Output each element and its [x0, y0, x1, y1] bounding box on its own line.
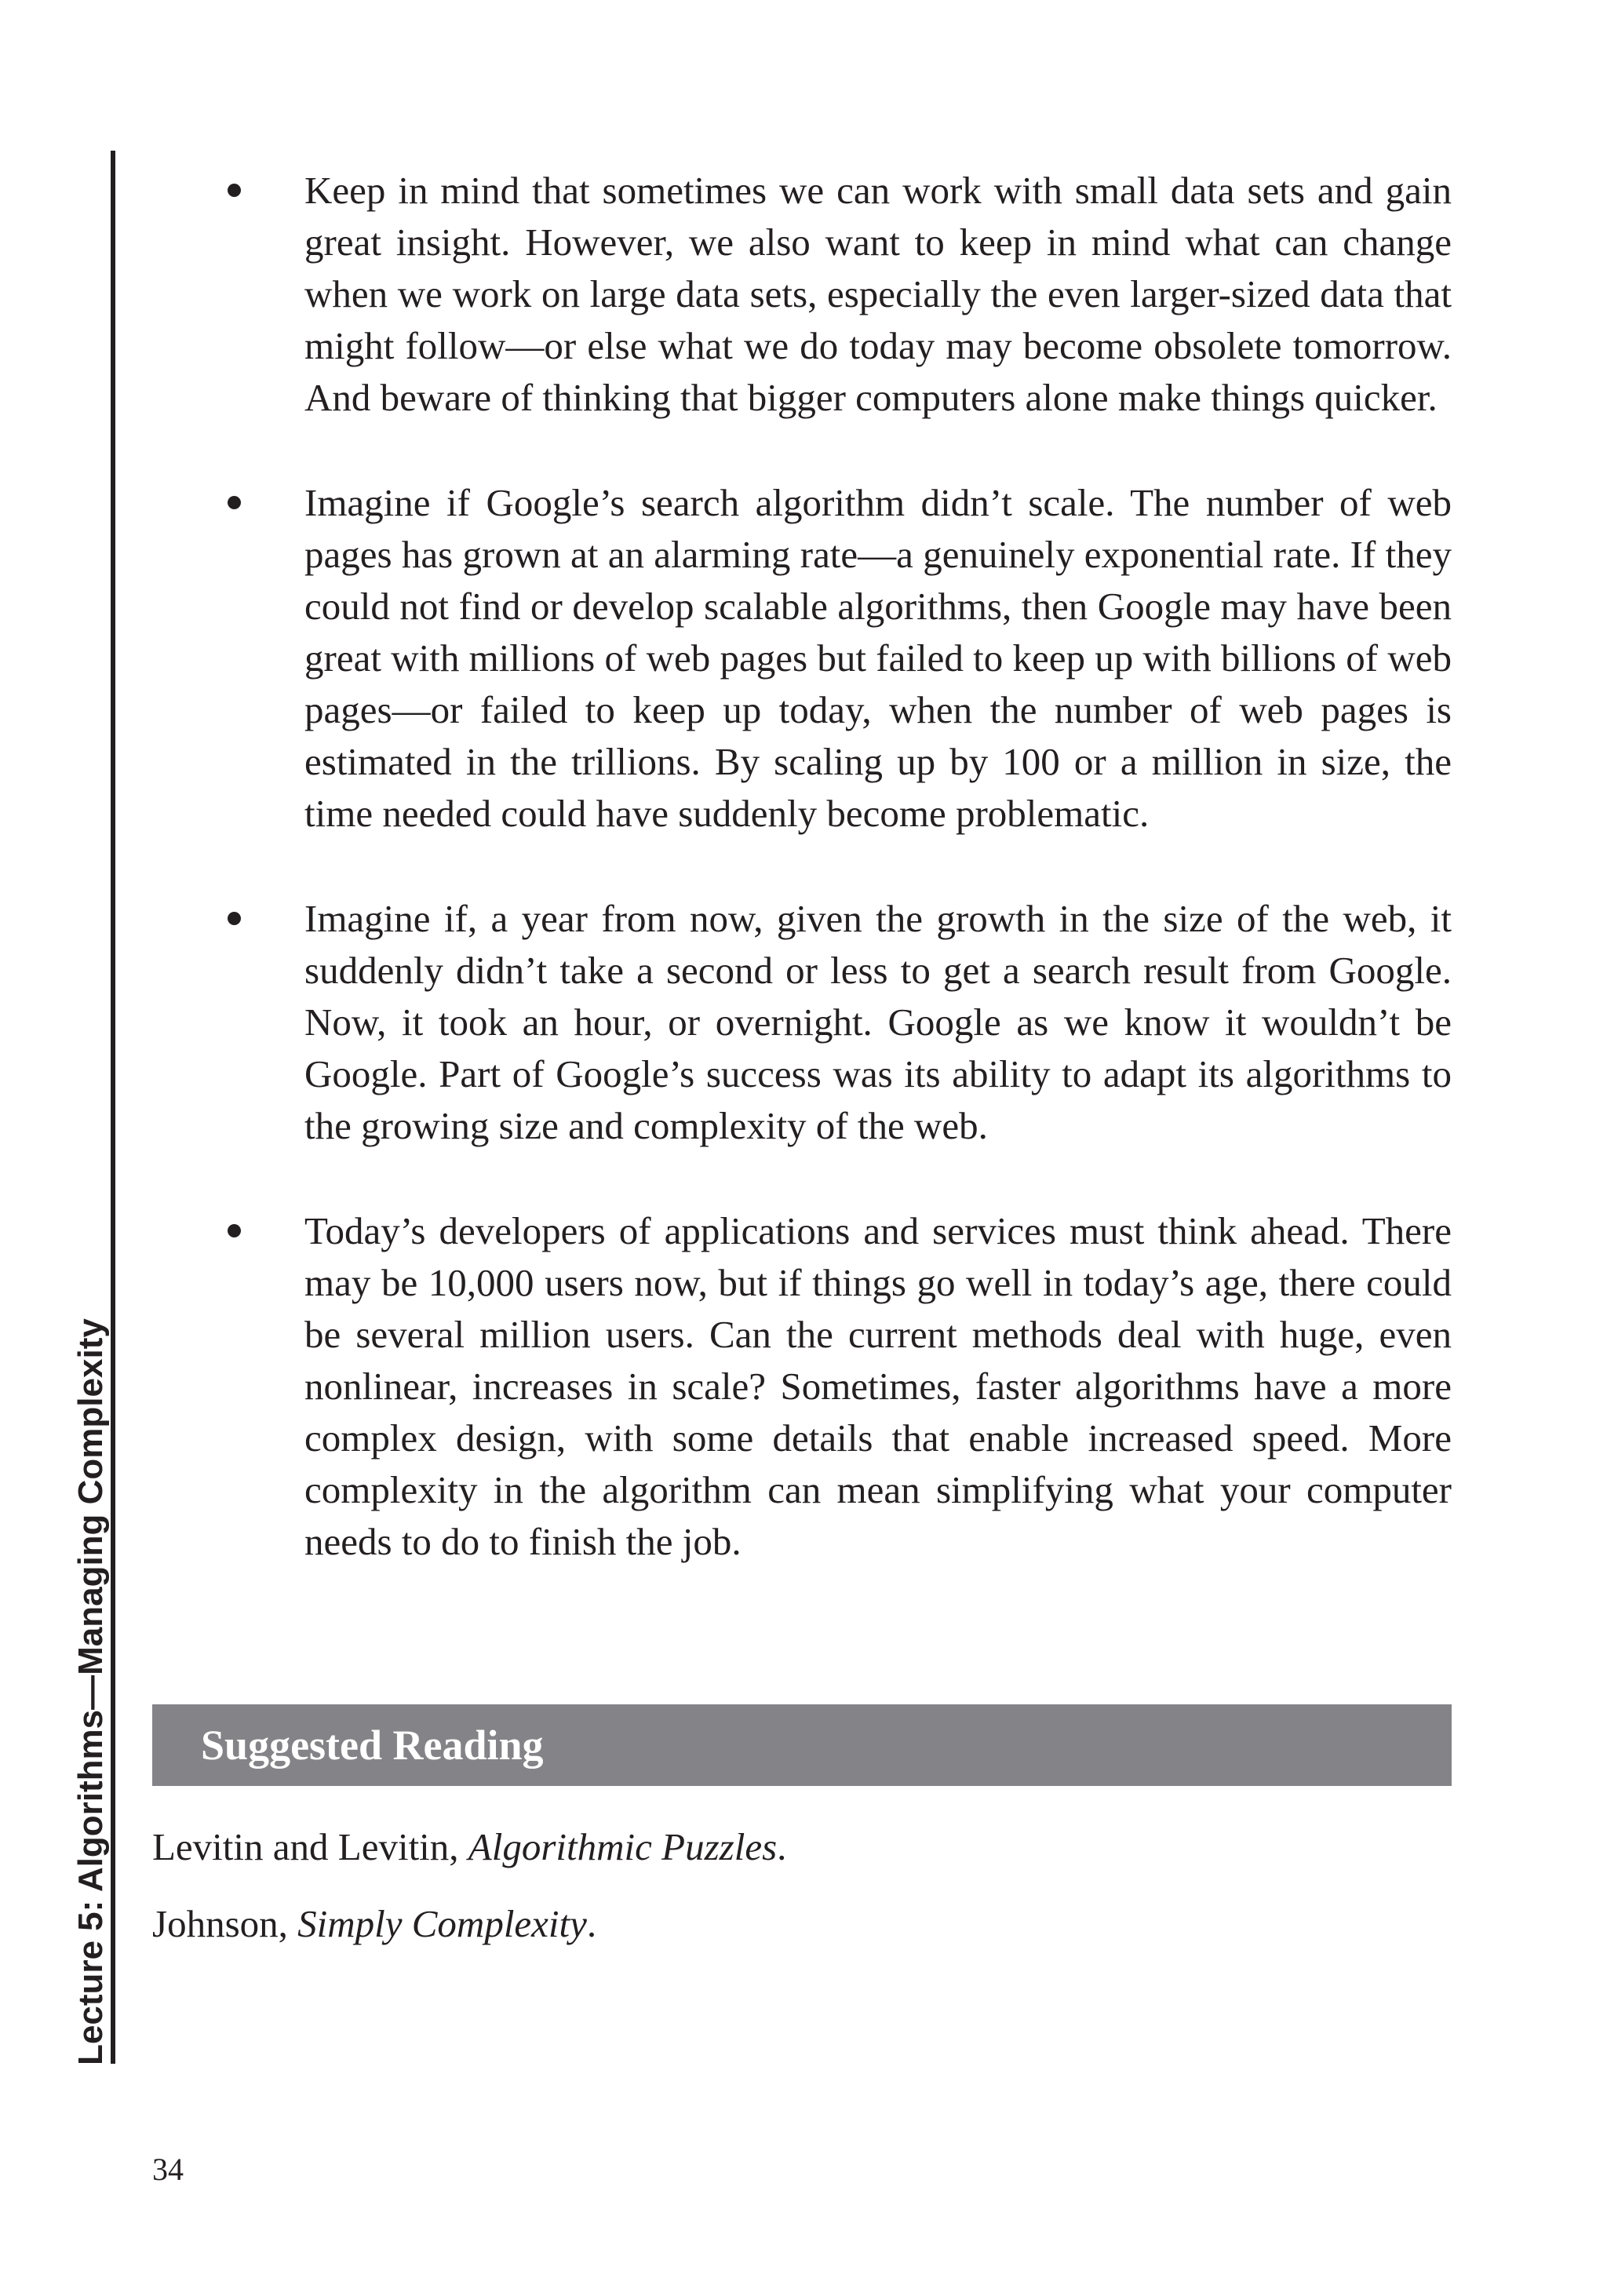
reference-work-title: Algorithmic Puzzles [468, 1825, 778, 1868]
reference-entry [152, 1899, 596, 1949]
bullet-item [228, 893, 1452, 1152]
suggested-reading-banner [152, 1704, 1452, 1786]
bullet-text: Today’s developers of applications and services must think ahead. There may be 10,000 users now, but if things go well in today’s age, there could be several million users. Can the current methods deal with huge, even nonlinear, increases in scale? Sometimes, faster algorithms have a more complex design, with some details that enable increased speed. More complexity in the algorithm can mean simplifying what your computer needs to do to finish the job. [304, 1209, 1452, 1563]
bullet-text: Imagine if Google’s search algorithm didn’t scale. The number of web pages has grown at an alarming rate—a genuinely exponential rate. If they could not find or develop scalable algorithms, then Google may have been great with millions of web pages but failed to keep up with billions of web pages—or failed to keep up today, when the number of web pages is estimated in the trillions. By scaling up by 100 or a million in size, the time needed could have suddenly become problematic. [304, 481, 1452, 835]
bullet-text: Keep in mind that sometimes we can work with small data sets and gain great insight. However, we also want to keep in mind what can change when we work on large data sets, especially the even larger-sized data that might follow—or else what we do today may become obsolete tomorrow. And beware of thinking that bigger computers alone make things quicker. [304, 169, 1452, 419]
suggested-reading-title: Suggested Reading [201, 1722, 544, 1769]
reference-entry [152, 1822, 786, 1872]
bullet-dot-icon [228, 912, 241, 925]
bullet-item [228, 477, 1452, 840]
bullet-dot-icon [228, 496, 241, 509]
running-header-lecture-title: Lecture 5: Algorithms—Managing Complexity [71, 1318, 110, 2065]
reference-end: . [586, 1902, 597, 1945]
bullet-item [228, 165, 1452, 424]
reference-author: Levitin and Levitin, [152, 1825, 468, 1868]
bullet-dot-icon [228, 1224, 241, 1237]
bullet-item [228, 1205, 1452, 1568]
reference-work-title: Simply Complexity [297, 1902, 587, 1945]
reference-author: Johnson, [152, 1902, 298, 1945]
bullet-text: Imagine if, a year from now, given the growth in the size of the web, it suddenly didn’t take a second or less to get a search result from Google. Now, it took an hour, or overnight. Google as we know it wouldn’t be Google. Part of Google’s success was its ability to adapt its algorithms to the growing size and complexity of the web. [304, 897, 1452, 1147]
reference-end: . [777, 1825, 787, 1868]
bullet-list [228, 165, 1452, 1568]
page-number: 34 [152, 2152, 184, 2187]
bullet-dot-icon [228, 184, 241, 197]
